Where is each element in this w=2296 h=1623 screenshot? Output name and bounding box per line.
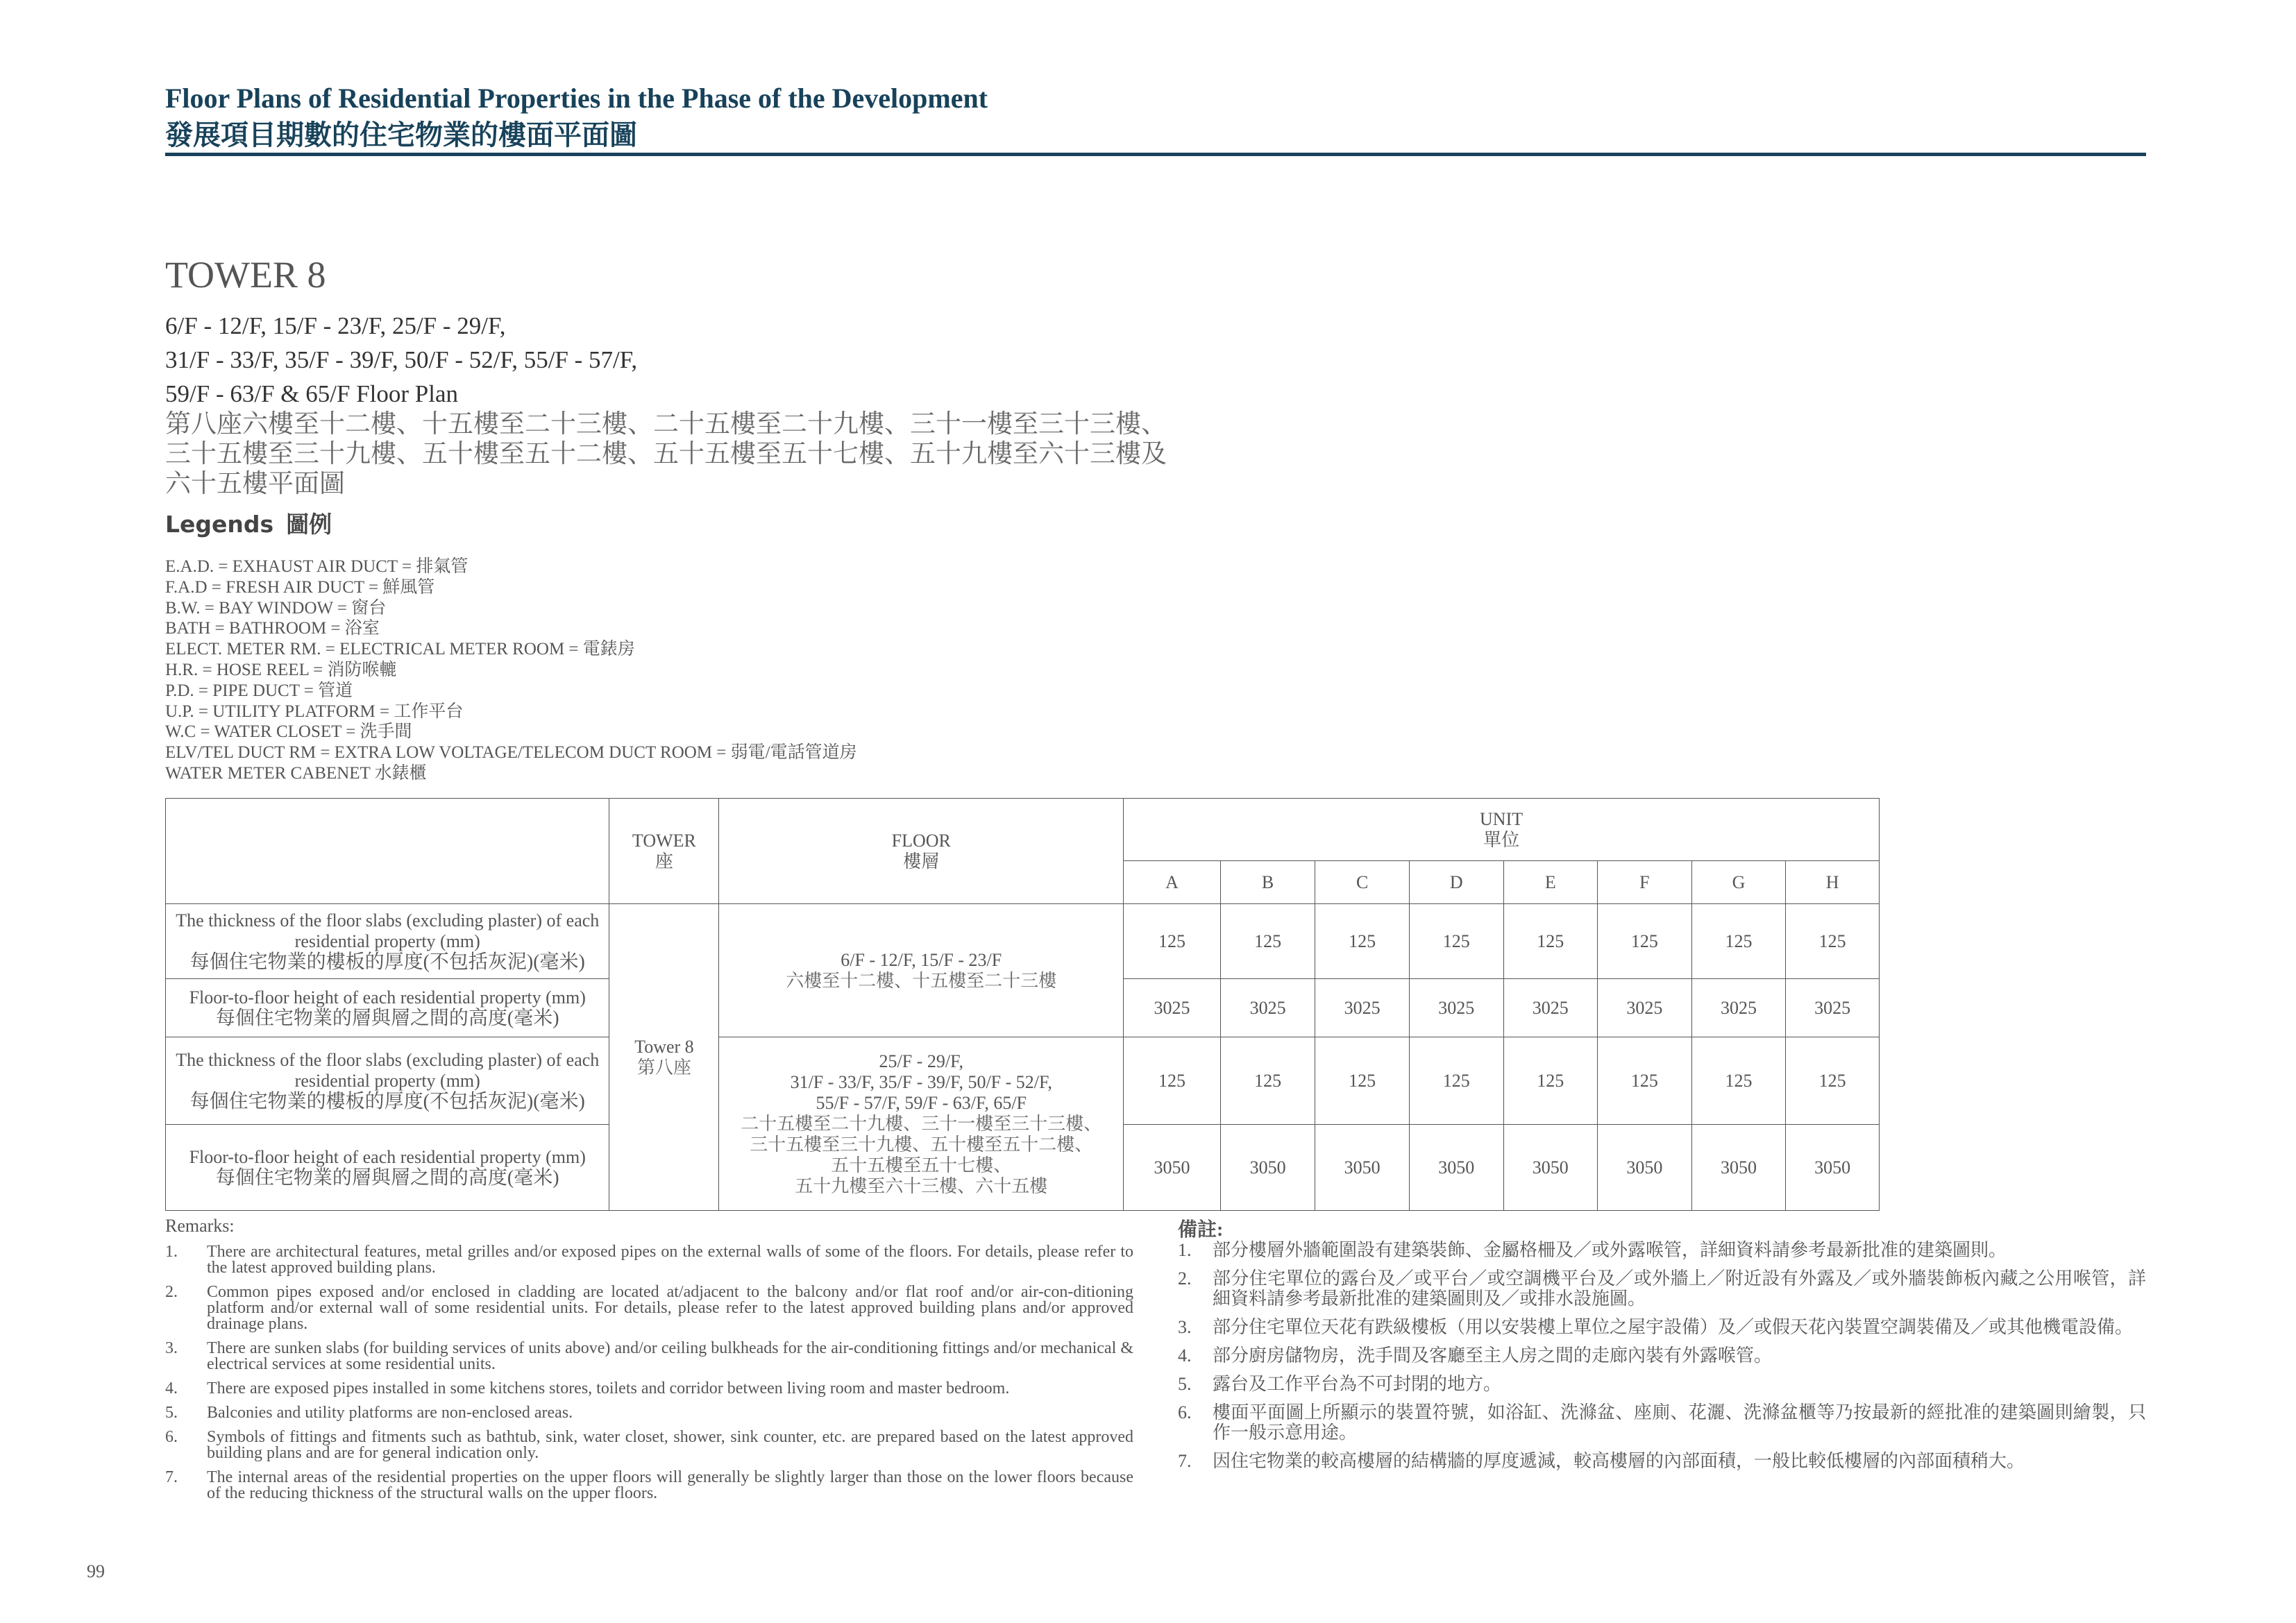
value-cell: 3025 (1124, 979, 1221, 1037)
tower-header-en: TOWER (632, 830, 696, 851)
remark-number: 5. (165, 1404, 178, 1422)
floor-range-zh: 三十五樓至三十九樓、五十樓至五十二樓、 (750, 1134, 1093, 1155)
remark-number: 4. (1178, 1345, 1192, 1366)
floor-plan-title-zh (165, 409, 1167, 499)
unit-header-cell (1124, 799, 1880, 861)
remark-text: 部分廚房儲物房，洗手間及客廳至主人房之間的走廊內裝有外露喉管。 (1213, 1345, 1773, 1366)
value-cell: 125 (1315, 904, 1410, 979)
value-cell: 3025 (1598, 979, 1692, 1037)
value-cell: 3050 (1409, 1125, 1503, 1211)
legend-list (165, 556, 857, 784)
thickness-label-zh: 每個住宅物業的樓板的厚度(不包括灰泥)(毫米) (189, 951, 585, 973)
floor-plan-line: 31/F - 33/F, 35/F - 39/F, 50/F - 52/F, 55/F - 57/F, (165, 346, 638, 373)
table-row (166, 904, 1880, 979)
property-label-cell (166, 1037, 609, 1125)
remark-text: 部分樓層外牆範圍設有建築裝飾、金屬格柵及／或外露喉管，詳細資料請參考最新批准的建築圖則。 (1213, 1240, 2007, 1260)
floor-plan-line: 59/F - 63/F & 65/F Floor Plan (165, 380, 459, 407)
value-cell: 125 (1315, 1037, 1410, 1125)
floor-header-zh: 樓層 (903, 851, 940, 872)
remark-item (165, 1284, 1133, 1332)
remark-item (1178, 1268, 2146, 1309)
remark-number: 1. (165, 1243, 178, 1261)
legend-item: ELV/TEL DUCT RM = EXTRA LOW VOLTAGE/TELECOM DUCT ROOM = 弱電/電話管道房 (165, 743, 857, 763)
remark-text: 部分住宅單位天花有跌級樓板（用以安裝樓上單位之屋宇設備）及／或假天花內裝置空調裝備及／或其他機電設備。 (1213, 1317, 2134, 1337)
remark-item (165, 1429, 1133, 1461)
value-cell: 125 (1409, 904, 1503, 979)
remark-text: Common pipes exposed and/or enclosed in cladding are located at/adjacent to the balcony and/or flat roof and/or air-con-ditioning platform and/or external wall of some residential units. For details, please refer to the latest approved building plans and/or approved drainage plans. (207, 1283, 1133, 1333)
remark-item (165, 1405, 1133, 1421)
legend-item: ELECT. METER RM. = ELECTRICAL METER ROOM = 電錶房 (165, 640, 635, 659)
floor-header-en: FLOOR (891, 830, 951, 851)
remark-text: 部分住宅單位的露台及／或平台／或空調機平台及／或外牆上／附近設有外露及／或外牆裝飾板內藏之公用喉管，詳細資料請參考最新批准的建築圖則及／或排水設施圖。 (1213, 1268, 2146, 1309)
remark-item (1178, 1451, 2146, 1471)
unit-letter: A (1124, 861, 1221, 904)
remarks-title-en: Remarks: (165, 1216, 235, 1236)
remark-text: Balconies and utility platforms are non-enclosed areas. (207, 1404, 573, 1422)
legend-item: B.W. = BAY WINDOW = 窗台 (165, 598, 387, 618)
remarks-list-zh (1178, 1240, 2146, 1479)
floor-range-zh: 六樓至十二樓、十五樓至二十三樓 (786, 970, 1057, 991)
unit-letter: E (1503, 861, 1598, 904)
value-cell: 125 (1503, 1037, 1598, 1125)
remark-number: 6. (1178, 1402, 1192, 1422)
tower-header-cell (609, 799, 719, 904)
value-cell: 3050 (1598, 1125, 1692, 1211)
value-cell: 3050 (1786, 1125, 1880, 1211)
floor-range-zh: 二十五樓至二十九樓、三十一樓至三十三樓、 (741, 1113, 1102, 1134)
value-cell: 125 (1220, 904, 1315, 979)
page-number: 99 (87, 1561, 105, 1581)
table-row (166, 1037, 1880, 1125)
tower-value-zh: 第八座 (636, 1057, 691, 1078)
remark-item (165, 1381, 1133, 1397)
floor-plan-line: 三十五樓至三十九樓、五十樓至五十二樓、五十五樓至五十七樓、五十九樓至六十三樓及 (165, 440, 1167, 468)
remark-number: 7. (165, 1468, 178, 1486)
floor-plan-line: 第八座六樓至十二樓、十五樓至二十三樓、二十五樓至二十九樓、三十一樓至三十三樓、 (165, 410, 1167, 439)
floor-range-zh: 五十五樓至五十七樓、 (831, 1155, 1012, 1175)
value-cell: 3025 (1786, 979, 1880, 1037)
floor-header-cell (719, 799, 1124, 904)
legend-item: E.A.D. = EXHAUST AIR DUCT = 排氣管 (165, 557, 469, 576)
header-divider (165, 153, 2146, 156)
remark-item (165, 1470, 1133, 1502)
height-label-en: Floor-to-floor height of each residential property (mm) (189, 1146, 586, 1167)
floor-range-en: 6/F - 12/F, 15/F - 23/F (841, 949, 1002, 970)
remark-item (1178, 1345, 2146, 1366)
value-cell: 125 (1409, 1037, 1503, 1125)
floor-range-en: 55/F - 57/F, 59/F - 63/F, 65/F (816, 1092, 1027, 1113)
value-cell: 125 (1598, 1037, 1692, 1125)
floor-plan-line: 六十五樓平面圖 (165, 470, 345, 498)
thickness-label-en: The thickness of the floor slabs (excluding plaster) of each residential property (mm) (176, 1049, 600, 1091)
remark-item (1178, 1402, 2146, 1443)
table-header-row (166, 799, 1880, 861)
value-cell: 125 (1786, 904, 1880, 979)
legend-item: WATER METER CABENET 水錶櫃 (165, 763, 427, 783)
value-cell: 125 (1691, 1037, 1786, 1125)
remark-number: 3. (1178, 1317, 1192, 1337)
value-cell: 125 (1124, 904, 1221, 979)
remark-item (1178, 1317, 2146, 1337)
height-label-zh: 每個住宅物業的層與層之間的高度(毫米) (215, 1166, 559, 1189)
floor-range-en: 25/F - 29/F, (879, 1051, 963, 1071)
tower-cell (609, 904, 719, 1211)
remark-text: 樓面平面圖上所顯示的裝置符號，如浴缸、洗滌盆、座廁、花灑、洗滌盆櫃等乃按最新的經批准的建築圖則繪製，只作一般示意用途。 (1213, 1402, 2146, 1443)
value-cell: 3025 (1409, 979, 1503, 1037)
floor-spec-table (165, 798, 1880, 1211)
tower-header-zh: 座 (655, 851, 673, 872)
thickness-label-en: The thickness of the floor slabs (excluding plaster) of each residential property (mm) (176, 910, 600, 951)
property-label-cell (166, 979, 609, 1037)
page-title-zh: 發展項目期數的住宅物業的樓面平面圖 (165, 119, 637, 151)
floor-range-cell (719, 904, 1124, 1037)
value-cell: 3050 (1503, 1125, 1598, 1211)
remark-number: 7. (1178, 1451, 1192, 1471)
remark-text: 露台及工作平台為不可封閉的地方。 (1213, 1374, 1502, 1394)
unit-letter: H (1786, 861, 1880, 904)
value-cell: 125 (1503, 904, 1598, 979)
value-cell: 3050 (1124, 1125, 1221, 1211)
value-cell: 3025 (1691, 979, 1786, 1037)
legend-item: W.C = WATER CLOSET = 洗手間 (165, 722, 412, 742)
remark-number: 6. (165, 1428, 178, 1446)
page-title-en: Floor Plans of Residential Properties in the Phase of the Development (165, 83, 988, 114)
remark-text: The internal areas of the residential properties on the upper floors will generally be slightly larger than those on the lower floors because of the reducing thickness of the structural walls on the upper floors. (207, 1468, 1133, 1502)
legend-item: U.P. = UTILITY PLATFORM = 工作平台 (165, 702, 464, 721)
unit-letter: G (1691, 861, 1786, 904)
unit-header-en: UNIT (1480, 808, 1523, 829)
remark-text: There are architectural features, metal grilles and/or exposed pipes on the external walls of some of the floors. For details, please refer to the latest approved building plans. (207, 1243, 1133, 1277)
height-label-en: Floor-to-floor height of each residential property (mm) (189, 987, 586, 1008)
value-cell: 125 (1598, 904, 1692, 979)
legends-title-en: Legends (165, 511, 274, 538)
property-label-cell (166, 1125, 609, 1211)
value-cell: 125 (1786, 1037, 1880, 1125)
unit-letter: C (1315, 861, 1410, 904)
floor-range-en: 31/F - 33/F, 35/F - 39/F, 50/F - 52/F, (790, 1071, 1052, 1092)
value-cell: 125 (1220, 1037, 1315, 1125)
remarks-list-en (165, 1244, 1133, 1510)
floor-range-cell (719, 1037, 1124, 1211)
remark-text: There are exposed pipes installed in some kitchens stores, toilets and corridor between living room and master bedroom. (207, 1379, 1010, 1397)
remark-item (165, 1341, 1133, 1373)
remark-text: 因住宅物業的較高樓層的結構牆的厚度遞減，較高樓層的內部面積，一般比較低樓層的內部面積稍大。 (1213, 1451, 2025, 1471)
floor-plan-line: 6/F - 12/F, 15/F - 23/F, 25/F - 29/F, (165, 312, 506, 339)
floor-range-zh: 五十九樓至六十三樓、六十五樓 (795, 1175, 1048, 1196)
remark-number: 5. (1178, 1374, 1192, 1394)
thickness-label-zh: 每個住宅物業的樓板的厚度(不包括灰泥)(毫米) (189, 1090, 585, 1112)
remark-text: There are sunken slabs (for building services of units above) and/or ceiling bulkheads for the air-conditioning fittings and/or mechanical & electrical services at some residential units. (207, 1339, 1133, 1373)
legends-title (165, 507, 344, 539)
floor-plan-title-en (165, 309, 637, 411)
remark-number: 2. (1178, 1268, 1192, 1289)
remark-item (165, 1244, 1133, 1276)
remark-text: Symbols of fittings and fitments such as bathtub, sink, water closet, shower, sink counter, etc. are prepared based on the latest approved building plans and are for general indication only. (207, 1428, 1133, 1462)
remark-number: 4. (165, 1379, 178, 1397)
remark-number: 1. (1178, 1240, 1192, 1260)
unit-letter: B (1220, 861, 1315, 904)
height-label-zh: 每個住宅物業的層與層之間的高度(毫米) (215, 1007, 559, 1029)
legend-item: H.R. = HOSE REEL = 消防喉轆 (165, 660, 397, 679)
value-cell: 3025 (1220, 979, 1315, 1037)
remark-number: 2. (165, 1283, 178, 1301)
unit-letter: F (1598, 861, 1692, 904)
tower-value-en: Tower 8 (634, 1036, 694, 1057)
unit-header-zh: 單位 (1483, 829, 1520, 850)
value-cell: 125 (1124, 1037, 1221, 1125)
unit-letter: D (1409, 861, 1503, 904)
remark-number: 3. (165, 1339, 178, 1357)
legend-item: BATH = BATHROOM = 浴室 (165, 619, 380, 638)
value-cell: 3025 (1503, 979, 1598, 1037)
remark-item (1178, 1374, 2146, 1394)
value-cell: 3050 (1315, 1125, 1410, 1211)
remark-item (1178, 1240, 2146, 1260)
value-cell: 125 (1691, 904, 1786, 979)
value-cell: 3025 (1315, 979, 1410, 1037)
blank-header-cell (166, 799, 609, 904)
legends-title-zh: 圖例 (286, 511, 332, 538)
remarks-title-zh: 備註: (1178, 1219, 1224, 1241)
legend-item: P.D. = PIPE DUCT = 管道 (165, 681, 353, 700)
value-cell: 3050 (1220, 1125, 1315, 1211)
legend-item: F.A.D = FRESH AIR DUCT = 鮮風管 (165, 577, 435, 597)
value-cell: 3050 (1691, 1125, 1786, 1211)
tower-title: TOWER 8 (165, 254, 326, 296)
property-label-cell (166, 904, 609, 979)
